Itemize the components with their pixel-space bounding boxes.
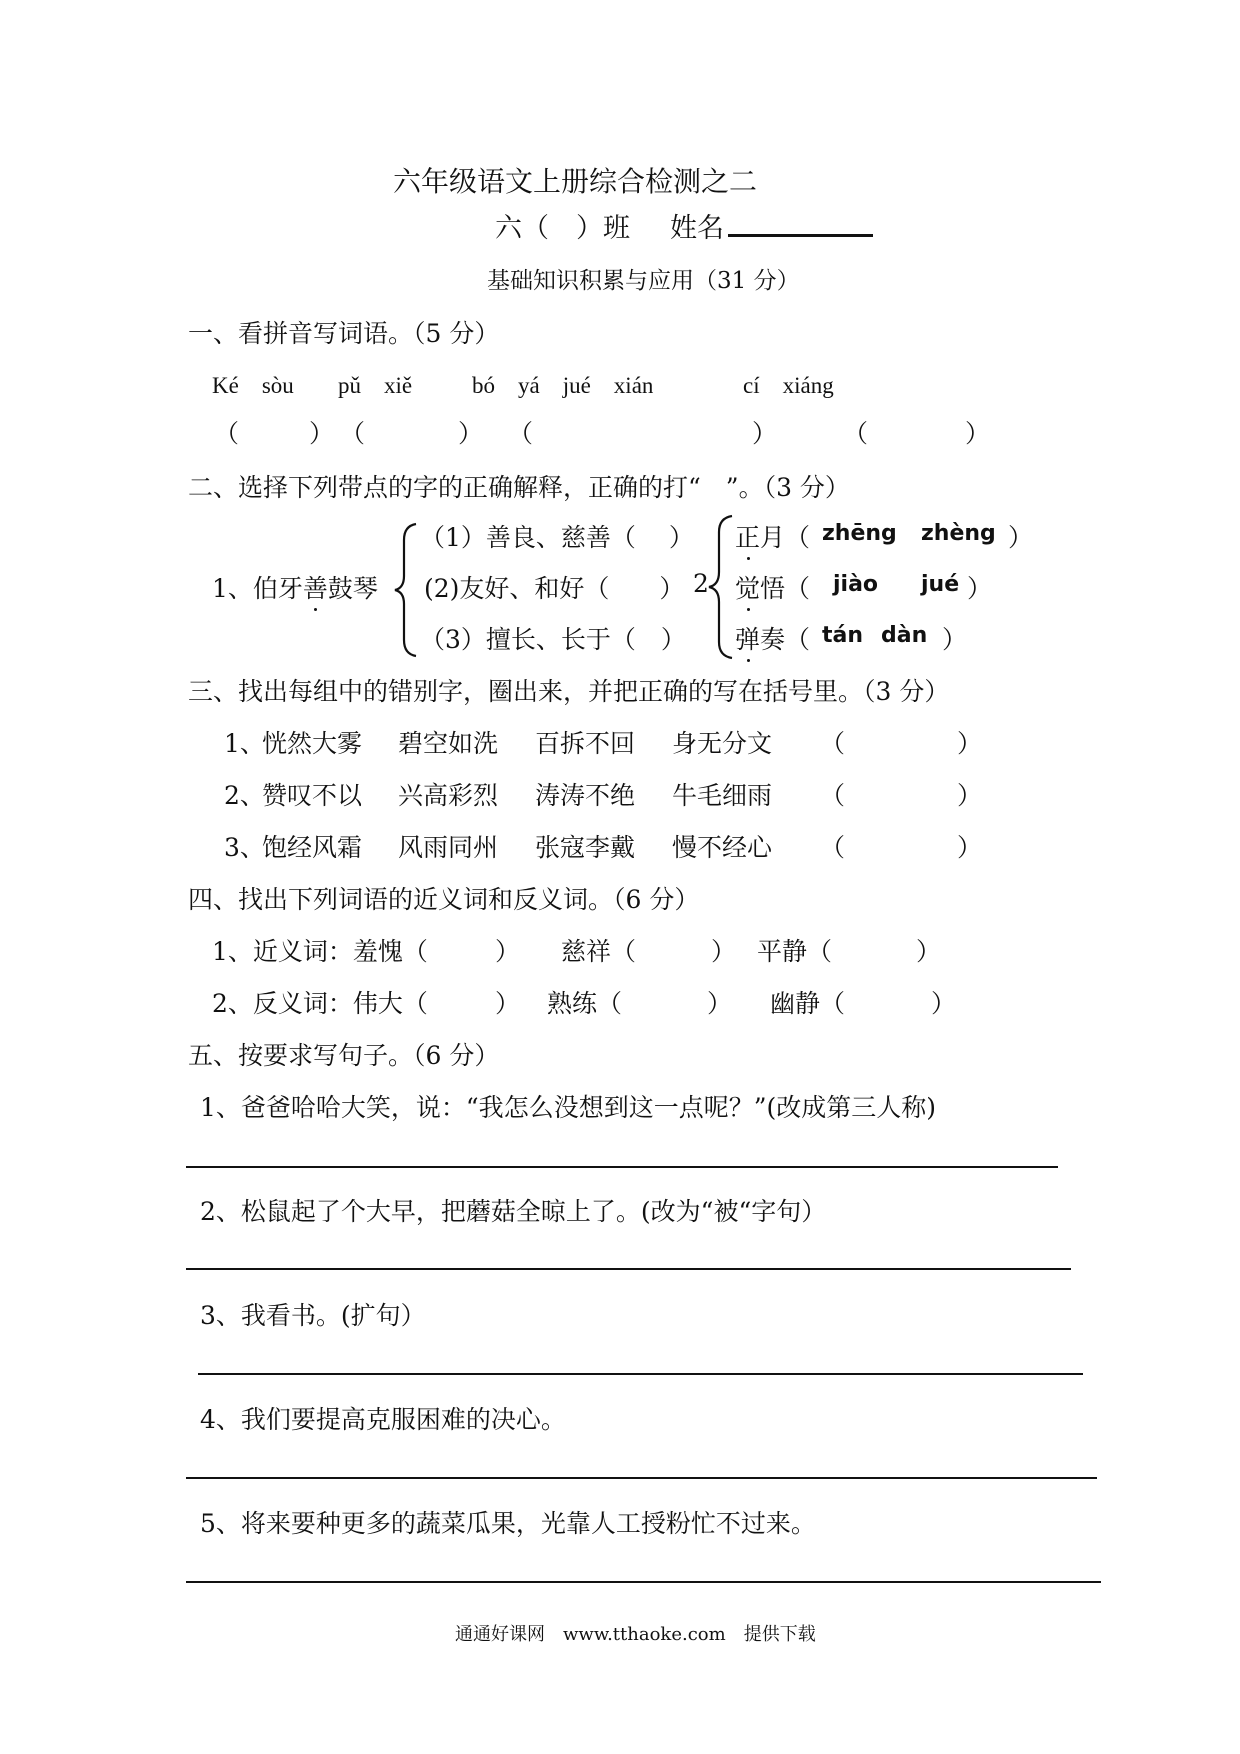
q2-word-2-close: ） (967, 574, 993, 603)
q3-row-2-close: ） (957, 781, 983, 810)
q3-row-1-word-2[interactable]: 碧空如洗 (398, 729, 499, 758)
q1-answer-1-close: ） (309, 419, 335, 448)
q2-word-3-pinyin-2[interactable]: dàn (881, 623, 928, 648)
q5-item-2: 2、松鼠起了个大早，把蘑菇全晾上了。(改为“被“字句） (200, 1197, 827, 1226)
q5-heading: 五、按要求写句子。（6 分） (188, 1041, 500, 1070)
q3-row-3-open: （ (820, 833, 846, 862)
q3-row-2-open: （ (820, 781, 846, 810)
q2-word-2-pinyin-2[interactable]: jué (921, 572, 960, 597)
q1-answer-4-close: ） (965, 419, 991, 448)
q5-answer-line-3[interactable] (198, 1373, 1083, 1375)
q4-synonym-1-close: ） (495, 937, 521, 966)
q5-answer-line-4[interactable] (186, 1477, 1097, 1479)
right-brace (705, 512, 735, 662)
q4-synonym-3: 平静（ (757, 937, 833, 966)
q4-synonym-2-close: ） (711, 937, 737, 966)
q1-answer-2-open: （ (340, 419, 366, 448)
q5-answer-line-2[interactable] (186, 1268, 1071, 1270)
q3-row-3-word-3[interactable]: 张寇李戴 (535, 833, 636, 862)
q1-pinyin-4: cí xiáng (743, 373, 834, 398)
q5-answer-line-1[interactable] (186, 1166, 1058, 1168)
q2-option-3: （3）擅长、长于（ ） (420, 625, 686, 654)
q2-word-3-dotted-char: 弹 (735, 620, 760, 656)
q5-item-3: 3、我看书。(扩句） (200, 1301, 426, 1330)
q3-row-1-close: ） (957, 729, 983, 758)
q2-item2-number: 2 (693, 569, 709, 598)
q3-row-3-num: 3、 (224, 833, 265, 862)
q3-row-3-word-1[interactable]: 饱经风霜 (262, 833, 363, 862)
q1-answer-3-open: （ (508, 419, 534, 448)
q1-answer-4-open: （ (843, 419, 869, 448)
q2-word-1-rest: 月（ (760, 523, 811, 552)
q5-item-4: 4、我们要提高克服困难的决心。 (200, 1405, 566, 1434)
q3-heading: 三、找出每组中的错别字，圈出来，并把正确的写在括号里。（3 分） (188, 677, 950, 706)
q3-row-1-open: （ (820, 729, 846, 758)
q2-item1 (212, 569, 378, 605)
q3-row-3-word-2[interactable]: 风雨同州 (398, 833, 499, 862)
q2-item1-post: 鼓琴 (327, 574, 378, 603)
q3-row-3-word-4[interactable]: 慢不经心 (672, 833, 773, 862)
q3-row-3-close: ） (957, 833, 983, 862)
q2-word-1-pinyin-2[interactable]: zhèng (921, 521, 996, 546)
q2-word-2-rest: 悟（ (760, 574, 811, 603)
q4-antonym-2: 熟练（ (547, 989, 623, 1018)
q2-word-1 (735, 518, 810, 554)
q3-row-2-word-1[interactable]: 赞叹不以 (262, 781, 363, 810)
q1-pinyin-3: bó yá jué xián (472, 373, 654, 398)
section-title: 基础知识积累与应用（31 分） (487, 268, 800, 294)
q2-word-3-close: ） (942, 625, 968, 654)
q4-synonym-2: 慈祥（ (561, 937, 637, 966)
class-label: 六（ ）班 (495, 213, 630, 244)
q3-row-1-num: 1、 (224, 729, 265, 758)
q3-row-1-word-1[interactable]: 恍然大雾 (262, 729, 363, 758)
q1-pinyin-1: Ké sòu (212, 373, 294, 398)
q2-item1-pre: 1、伯牙 (212, 574, 303, 603)
q4-synonym-1: 1、近义词：羞愧（ (212, 937, 428, 966)
q3-row-2-word-3[interactable]: 涛涛不绝 (535, 781, 636, 810)
q2-word-3-rest: 奏（ (760, 625, 811, 654)
q1-answer-1-open: （ (214, 419, 240, 448)
q4-synonym-3-close: ） (916, 937, 942, 966)
q3-row-2-word-2[interactable]: 兴高彩烈 (398, 781, 499, 810)
name-label: 姓名 (670, 213, 724, 244)
q3-row-2-num: 2、 (224, 781, 265, 810)
q2-option-2: (2)友好、和好（ ） (424, 574, 685, 603)
q2-word-1-close: ） (1008, 523, 1034, 552)
q1-answer-2-close: ） (458, 419, 484, 448)
q4-antonym-1: 2、反义词：伟大（ (212, 989, 428, 1018)
q2-word-3-pinyin-1[interactable]: tán (822, 623, 864, 648)
q1-heading: 一、看拼音写词语。（5 分） (188, 319, 500, 348)
q2-word-3 (735, 620, 810, 656)
q2-item1-dotted-char: 善 (303, 569, 328, 605)
q2-option-1: （1）善良、慈善（ ） (420, 523, 694, 552)
q1-pinyin-2: pǔ xiě (338, 373, 413, 398)
q4-antonym-2-close: ） (707, 989, 733, 1018)
q5-answer-line-5[interactable] (186, 1581, 1101, 1583)
q2-word-2-pinyin-1[interactable]: jiào (833, 572, 879, 597)
q4-antonym-1-close: ） (495, 989, 521, 1018)
q2-word-1-pinyin-1[interactable]: zhēng (822, 521, 897, 546)
q2-word-2 (735, 569, 810, 605)
q3-row-1-word-3[interactable]: 百拆不回 (535, 729, 636, 758)
left-brace (392, 520, 422, 660)
q2-word-2-dotted-char: 觉 (735, 569, 760, 605)
q4-antonym-3-close: ） (931, 989, 957, 1018)
q4-antonym-3: 幽静（ (770, 989, 846, 1018)
q3-row-1-word-4[interactable]: 身无分文 (672, 729, 773, 758)
footer-text: 通通好课网 www.tthaoke.com 提供下载 (455, 1624, 816, 1645)
q5-item-1: 1、爸爸哈哈大笑，说：“我怎么没想到这一点呢？”(改成第三人称) (200, 1093, 936, 1122)
q2-heading: 二、选择下列带点的字的正确解释，正确的打“ ”。（3 分） (188, 473, 850, 502)
name-blank-line[interactable] (728, 234, 873, 237)
q3-row-2-word-4[interactable]: 牛毛细雨 (672, 781, 773, 810)
q1-answer-3-close: ） (752, 419, 778, 448)
q4-heading: 四、找出下列词语的近义词和反义词。（6 分） (188, 885, 700, 914)
q2-word-1-dotted-char: 正 (735, 518, 760, 554)
page-title: 六年级语文上册综合检测之二 (393, 165, 758, 198)
q5-item-5: 5、将来要种更多的蔬菜瓜果，光靠人工授粉忙不过来。 (200, 1509, 816, 1538)
